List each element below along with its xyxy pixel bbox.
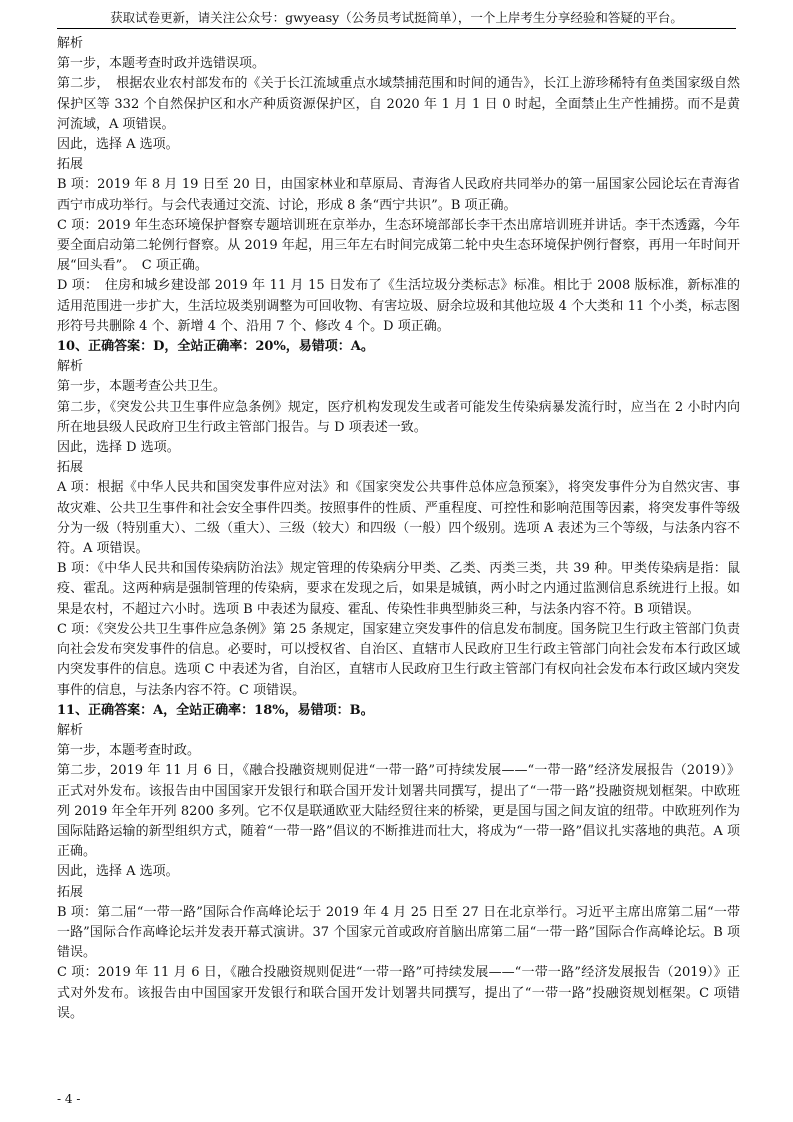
page-number: - 4 - bbox=[57, 1092, 81, 1106]
paragraph: 第二步， 根据农业农村部发布的《关于长江流域重点水域禁捕范围和时间的通告》，长江上游珍稀特有鱼类国家级自然保护区等 332 个自然保护区和水产种质资源保护区，自 2020 年 1 月 1 日 0 时起，全面禁止生产性捕捞。而不是黄河流域，A 项错误。 bbox=[57, 76, 740, 132]
section-label: 拓展 bbox=[57, 157, 84, 173]
header-notice: 获取试卷更新，请关注公众号：gwyeasy（公务员考试挺简单），一个上岸考生分享经验和答疑的平台。 bbox=[110, 10, 683, 25]
question-answer-heading: 11、正确答案：A，全站正确率：18%，易错项：B。 bbox=[57, 702, 374, 718]
paragraph: 第二步，《突发公共卫生事件应急条例》规定，医疗机构发现发生或者可能发生传染病暴发流行时，应当在 2 小时内向所在地县级人民政府卫生行政主管部门报告。与 D 项表述一致。 bbox=[57, 399, 740, 435]
paragraph: B 项：第二届“一带一路”国际合作高峰论坛于 2019 年 4 月 25 日至 27 日在北京举行。习近平主席出席第二届“一带一路”国际合作高峰论坛并发表开幕式演讲。37 个国家元首或政府首脑出席第二届“一带一路”国际合作高峰论坛。B 项错误。 bbox=[57, 904, 740, 961]
paragraph: C 项：2019 年生态环境保护督察专题培训班在京举办，生态环境部部长李干杰出席培训班并讲话。李干杰透露，今年要全面启动第二轮例行督察。从 2019 年起，用三年左右时间完成第二轮中央生态环境保护例行督察，再用一年时间开展“回头看”。 C 项正确。 bbox=[57, 217, 740, 274]
paragraph: B 项：2019 年 8 月 19 日至 20 日，由国家林业和草原局、青海省人民政府共同举办的第一届国家公园论坛在青海省西宁市成功举行。与会代表通过交流、讨论，形成 8 条“西宁共识”。B 项正确。 bbox=[57, 177, 740, 213]
paragraph: 第一步，本题考查时政并选错误项。 bbox=[57, 56, 266, 72]
paragraph: B 项：《中华人民共和国传染病防治法》规定管理的传染病分甲类、乙类、丙类三类，共 39 种。甲类传染病是指：鼠疫、霍乱。这两种病是强制管理的传染病，要求在发现之后，如果是城镇，两小时之内通过监测信息系统进行上报。如果是农村，不超过六小时。选项 B 中表述为鼠疫、霍乱、传染性非典型肺炎三种，与法条内容不符。B 项错误。 bbox=[57, 561, 740, 617]
section-label: 拓展 bbox=[57, 884, 84, 900]
paragraph: C 项：《突发公共卫生事件应急条例》第 25 条规定，国家建立突发事件的信息发布制度。国务院卫生行政主管部门负责向社会发布突发事件的信息。必要时，可以授权省、自治区、直辖市人民政府卫生行政主管部门向社会发布本行政区域内突发事件的信息。选项 C 中表述为省，自治区，直辖市人民政府卫生行政主管部门有权向社会发布本行政区域内突发事件的信息，与法条内容不符。C 项错误。 bbox=[57, 621, 740, 698]
paragraph: 因此，选择 A 选项。 bbox=[57, 137, 179, 153]
section-label: 解析 bbox=[57, 359, 84, 375]
paragraph: 第二步，2019 年 11 月 6 日，《融合投融资规则促进“一带一路”可持续发展——“一带一路”经济发展报告（2019）》正式对外发布。该报告由中国国家开发银行和联合国开发计划署共同撰写，提出了“一带一路”投融资规划框架。中欧班列 2019 年全年开列 8200 多列。它不仅是联通欧亚大陆经贸往来的桥梁，更是国与国之间友谊的纽带。中欧班列作为国际陆路运输的新型组织方式，随着“一带一路”倡议的不断推进而壮大，将成为“一带一路”倡议扎实落地的典范。A 项正确。 bbox=[57, 763, 740, 860]
header-divider bbox=[57, 28, 736, 29]
paragraph: D 项： 住房和城乡建设部 2019 年 11 月 15 日发布了《生活垃圾分类标志》标准。相比于 2008 版标准，新标准的适用范围进一步扩大，生活垃圾类别调整为可回收物、有害垃圾、厨余垃圾和其他垃圾 4 个大类和 11 个小类，标志图形符号共删除 4 个、新增 4 个、沿用 7 个、修改 4 个。D 项正确。 bbox=[57, 278, 740, 334]
document-body bbox=[57, 34, 740, 1024]
paragraph: 因此，选择 A 选项。 bbox=[57, 864, 179, 880]
paragraph: C 项：2019 年 11 月 6 日，《融合投融资规则促进“一带一路”可持续发展——“一带一路”经济发展报告（2019）》正式对外发布。该报告由中国国家开发银行和联合国开发计划署共同撰写，提出了“一带一路”投融资规划框架。C 项错误。 bbox=[57, 965, 740, 1021]
paragraph: 因此，选择 D 选项。 bbox=[57, 440, 180, 456]
paragraph: A 项：根据《中华人民共和国突发事件应对法》和《国家突发公共事件总体应急预案》，将突发事件分为自然灾害、事故灾难、公共卫生事件和社会安全事件四类。按照事件的性质、严重程度、可控性和影响范围等因素，将突发事件等级分为一级（特别重大）、二级（重大）、三级（较大）和四级（一般）四个级别。选项 A 表述为三个等级，与法条内容不符。A 项错误。 bbox=[57, 480, 740, 557]
section-label: 解析 bbox=[57, 722, 84, 738]
paragraph: 第一步，本题考查公共卫生。 bbox=[57, 379, 227, 395]
section-label: 拓展 bbox=[57, 460, 84, 476]
question-answer-heading: 10、正确答案：D，全站正确率：20%，易错项：A。 bbox=[57, 339, 374, 355]
page-header bbox=[0, 0, 793, 30]
paragraph: 第一步，本题考查时政。 bbox=[57, 743, 201, 759]
section-label: 解析 bbox=[57, 36, 84, 51]
